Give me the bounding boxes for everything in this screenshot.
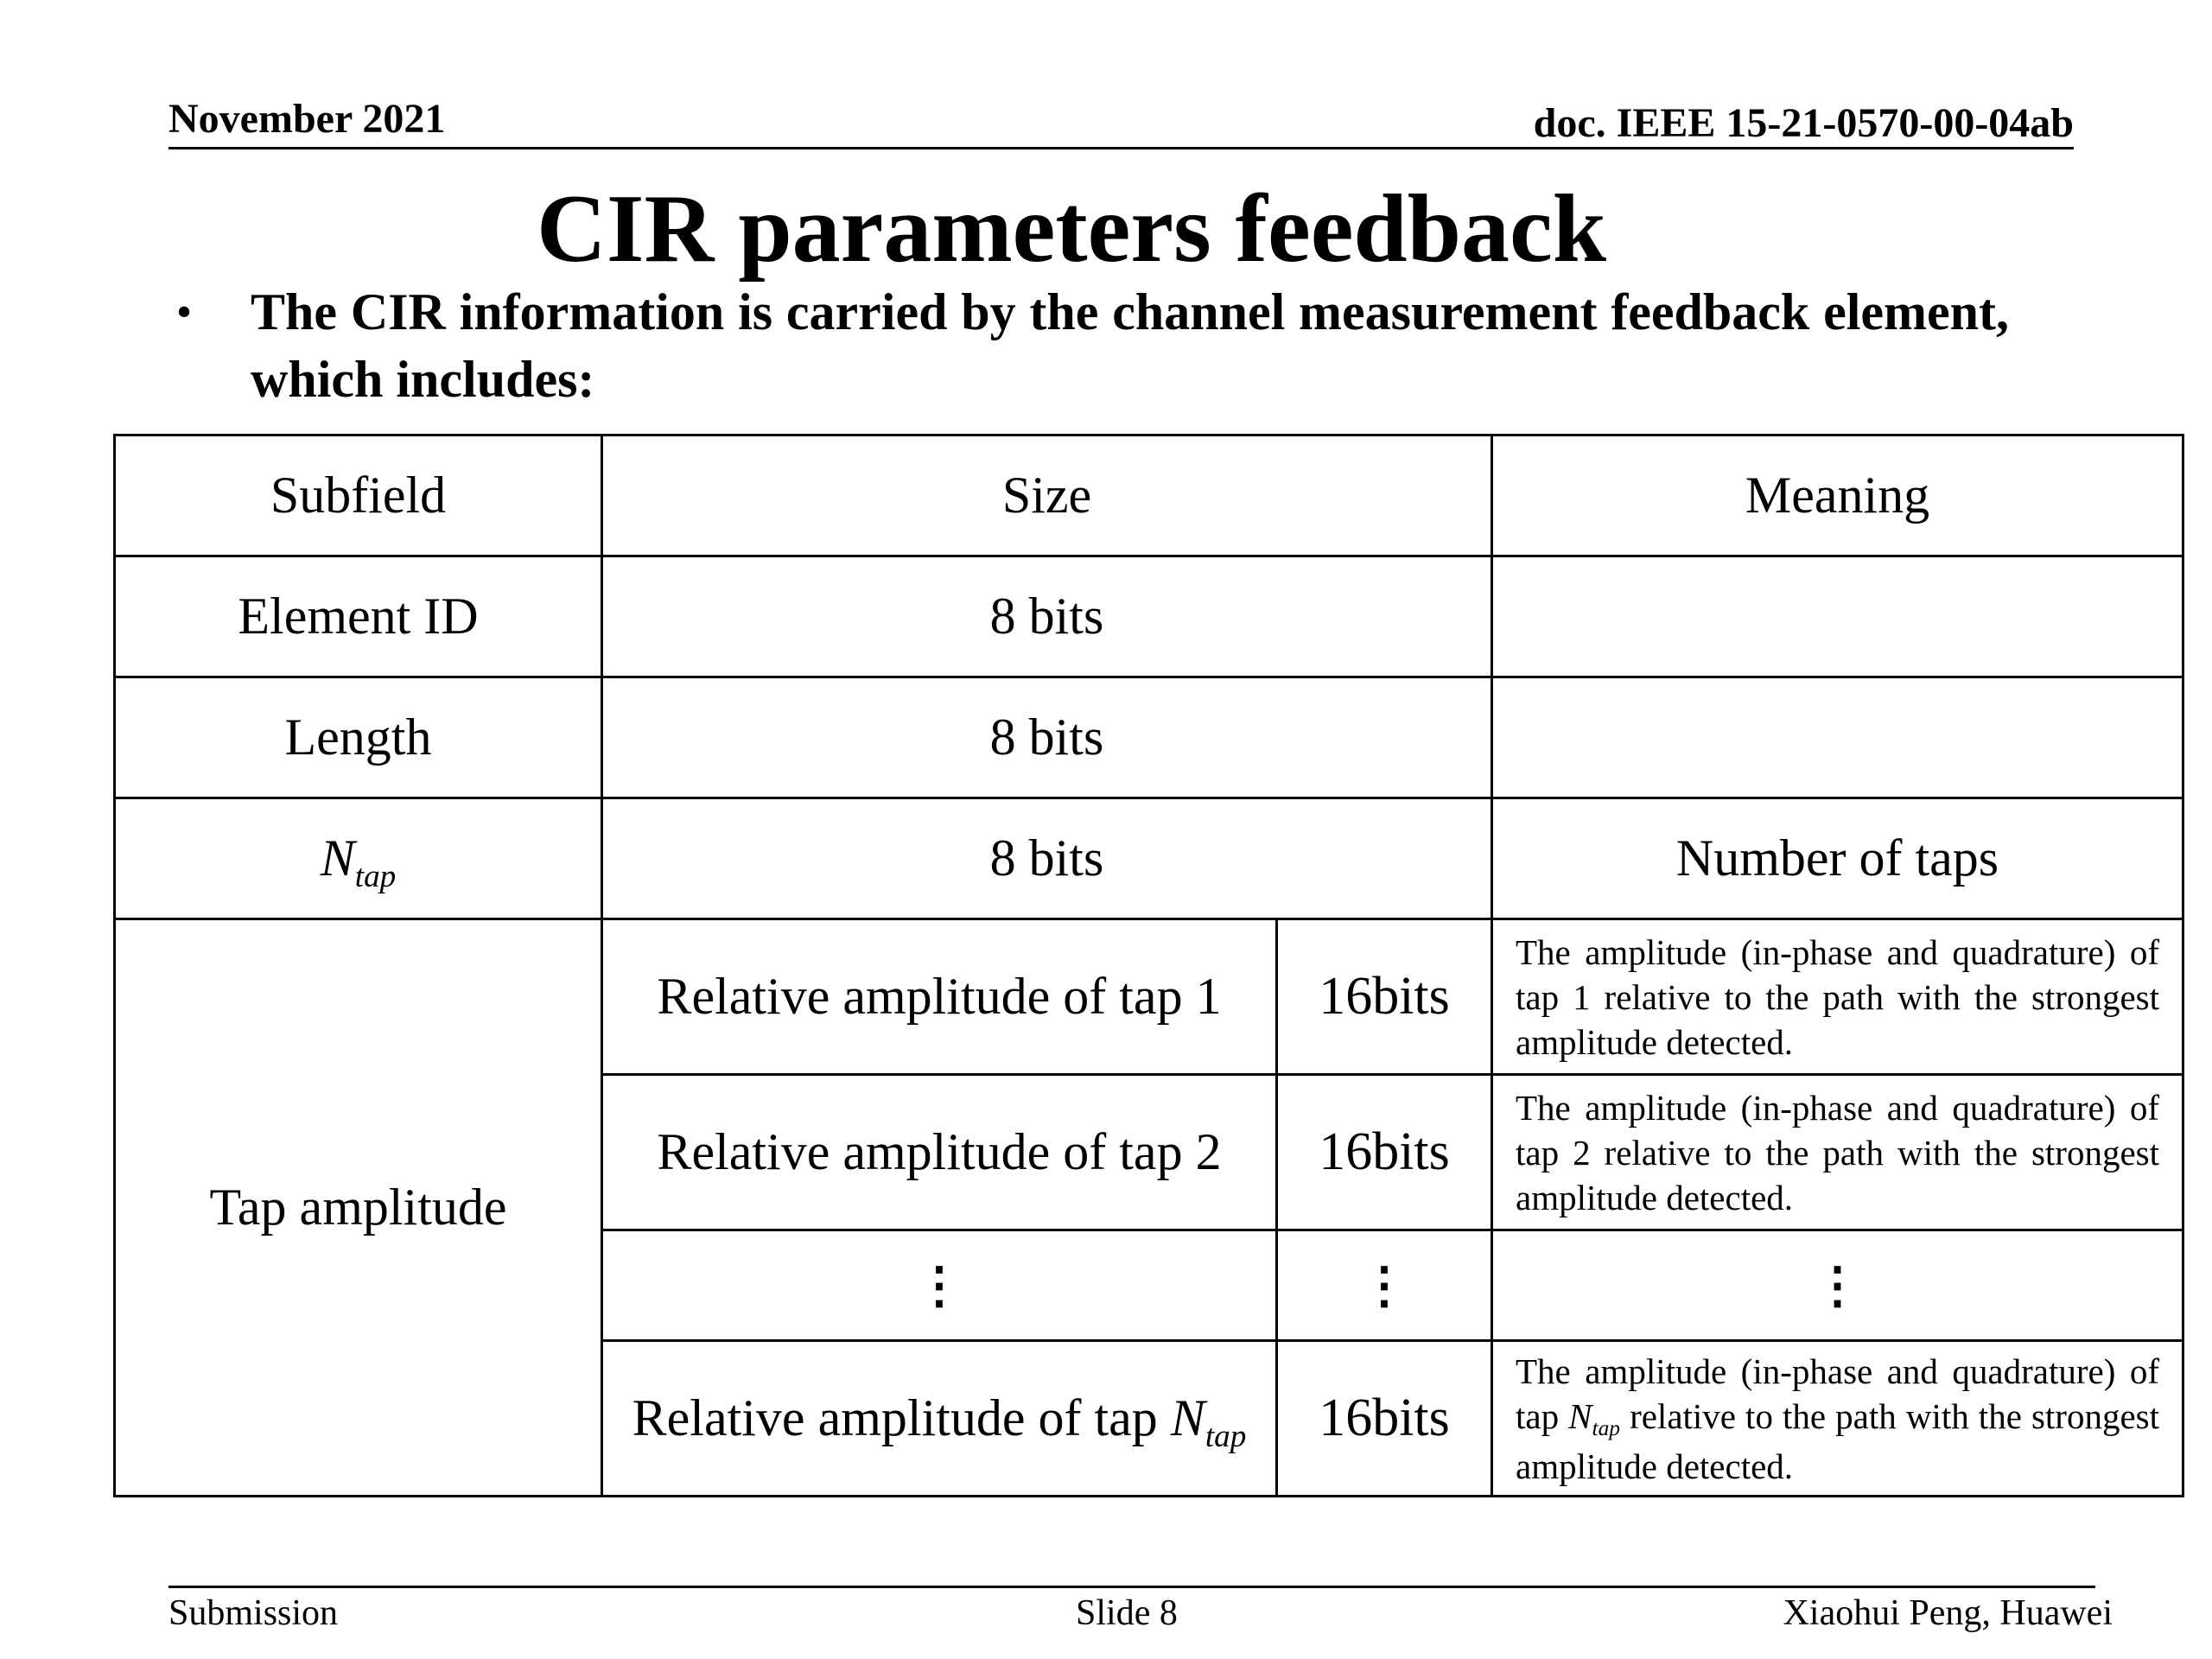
footer-author: Xiaohui Peng, Huawei xyxy=(1783,1593,2113,1633)
header-doc-id: doc. IEEE 15-21-0570-00-04ab xyxy=(1533,100,2074,146)
meaning-cell xyxy=(1492,677,2183,798)
bullet-item xyxy=(177,278,2009,413)
header-meaning: Meaning xyxy=(1492,435,2183,556)
meaning-cell xyxy=(1492,556,2183,677)
subfield-cell xyxy=(115,798,602,919)
tap-bits-cell: 16bits xyxy=(1277,1075,1492,1230)
tap-bits-cell: 16bits xyxy=(1277,1341,1492,1497)
footer-slide-number: Slide 8 xyxy=(1076,1593,1178,1633)
size-cell: 8 bits xyxy=(602,556,1492,677)
bullet-text: The CIR information is carried by the channel measurement feedback element, which includes: xyxy=(251,283,2009,408)
header-subfield: Subfield xyxy=(115,435,602,556)
ntap-var: N xyxy=(1568,1395,1592,1436)
cir-feedback-table xyxy=(113,434,2184,1497)
ntap-subscript: tap xyxy=(354,859,397,895)
table-header-row xyxy=(115,435,2183,556)
tap-meaning-cell: The amplitude (in-phase and quadrature) of tap 1 relative to the path with the strongest amplitude detected. xyxy=(1492,919,2183,1075)
size-cell: 8 bits xyxy=(602,798,1492,919)
subfield-cell: Element ID xyxy=(115,556,602,677)
tap-amplitude-cell: Tap amplitude xyxy=(115,919,602,1497)
slide-title: CIR parameters feedback xyxy=(537,175,1606,283)
ntap-var: N xyxy=(320,830,355,887)
header-divider xyxy=(168,147,2074,149)
meaning-suffix: relative to the path with the strongest amplitude detected. xyxy=(1516,1395,2160,1486)
header-size: Size xyxy=(602,435,1492,556)
bullet-icon: • xyxy=(177,289,192,334)
tap-meaning-cell xyxy=(1492,1341,2183,1497)
ellipsis-cell xyxy=(1492,1230,2183,1341)
footer-submission: Submission xyxy=(168,1593,339,1633)
meaning-prefix: The amplitude (in-phase and quadrature) of tap xyxy=(1516,1351,2159,1436)
tap-bits-cell: 16bits xyxy=(1277,919,1492,1075)
table-row xyxy=(115,798,2183,919)
tap-name-prefix: Relative amplitude of tap xyxy=(632,1389,1171,1446)
tap-name-cell xyxy=(602,1341,1277,1497)
tap-name-cell: Relative amplitude of tap 2 xyxy=(602,1075,1277,1230)
subfield-cell: Length xyxy=(115,677,602,798)
tap-name-cell: Relative amplitude of tap 1 xyxy=(602,919,1277,1075)
vertical-ellipsis-icon: ⋮ xyxy=(1359,1257,1409,1313)
table-row xyxy=(115,556,2183,677)
table-row xyxy=(115,677,2183,798)
ellipsis-cell xyxy=(1277,1230,1492,1341)
size-cell: 8 bits xyxy=(602,677,1492,798)
vertical-ellipsis-icon: ⋮ xyxy=(914,1257,964,1313)
ellipsis-cell xyxy=(602,1230,1277,1341)
header-date: November 2021 xyxy=(168,96,446,142)
ntap-var: N xyxy=(1170,1389,1205,1446)
meaning-cell: Number of taps xyxy=(1492,798,2183,919)
ntap-subscript: tap xyxy=(1592,1416,1620,1441)
tap-meaning-cell: The amplitude (in-phase and quadrature) of tap 2 relative to the path with the strongest amplitude detected. xyxy=(1492,1075,2183,1230)
ntap-subscript: tap xyxy=(1205,1419,1247,1455)
footer-divider xyxy=(168,1586,2095,1588)
table-row xyxy=(115,919,2183,1075)
vertical-ellipsis-icon: ⋮ xyxy=(1812,1257,1863,1313)
